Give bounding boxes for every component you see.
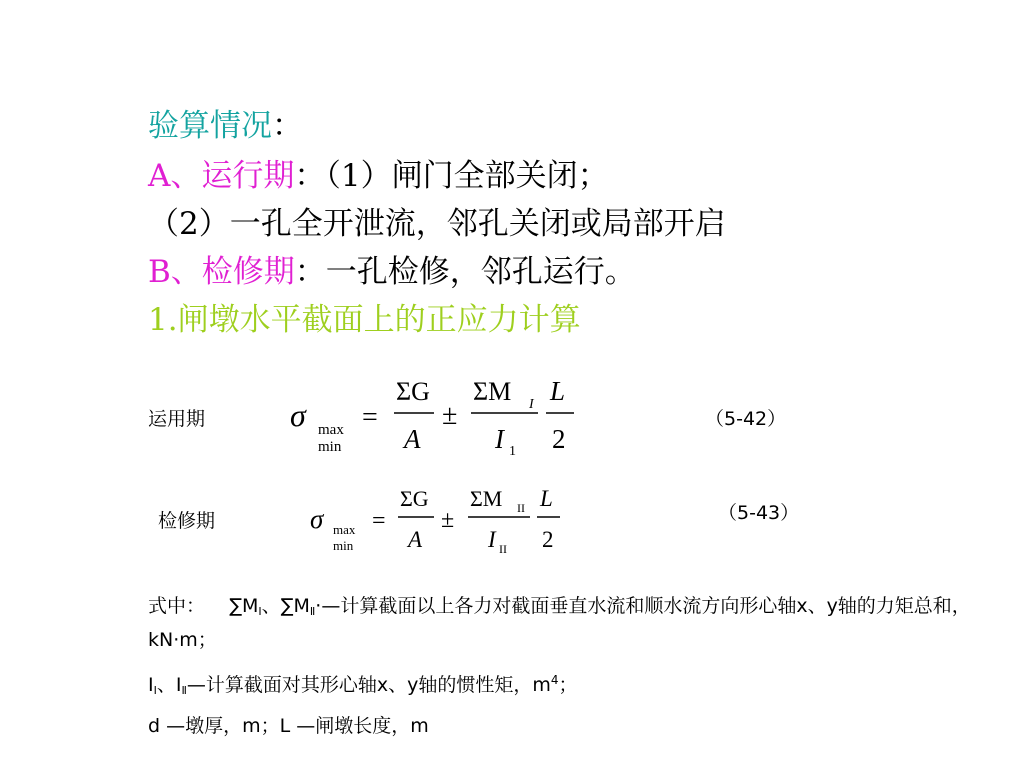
- fraction-3-numerator: L: [540, 486, 553, 511]
- inertia-subscript-1: Ⅰ: [153, 684, 157, 697]
- fraction-3-numerator: L: [550, 376, 566, 406]
- fraction-2-numerator-subscript: II: [517, 501, 525, 515]
- equation-1-formula: [288, 370, 588, 462]
- maintenance-period-text: ：一孔检修，邻孔运行。: [294, 254, 636, 290]
- section-heading-normal-stress: 1.闸墩水平截面上的正应力计算: [148, 302, 581, 338]
- fraction-1-denominator: A: [408, 527, 423, 552]
- fraction-1-numerator: ΣG: [396, 377, 430, 406]
- fraction-2-denominator-subscript: 1: [509, 444, 516, 459]
- line-maintenance-period: [148, 252, 636, 292]
- check-cases-colon: ：: [272, 108, 303, 144]
- equation-2-formula: [308, 480, 588, 564]
- moment-subscript-1: I: [258, 605, 262, 618]
- fraction-2-numerator: ΣM: [473, 377, 512, 406]
- moment-symbol-2: ∑M: [280, 595, 310, 617]
- fraction-1-numerator: ΣG: [400, 486, 429, 511]
- fraction-2-numerator: ΣM: [470, 486, 503, 511]
- fraction-2-denominator: I: [488, 527, 496, 552]
- fraction-3-denominator: 2: [542, 527, 554, 552]
- check-cases-title: 验算情况: [148, 108, 272, 144]
- separator: 、: [261, 595, 281, 617]
- operation-period-text: ：（1）闸门全部关闭；: [294, 158, 609, 194]
- min-subscript: min: [318, 439, 342, 455]
- equation-2-label: 检修期: [158, 510, 216, 532]
- equals-sign: =: [362, 402, 378, 433]
- plus-minus-sign: ±: [441, 507, 455, 533]
- fraction-1-denominator: A: [404, 424, 421, 454]
- heading-check-cases: [148, 106, 303, 146]
- plus-minus-sign: ±: [442, 400, 458, 431]
- moment-description: ·—计算截面以上各力对截面垂直水流和顺水流方向形心轴x、y轴的力矩总和，kN·m；: [148, 595, 971, 651]
- inertia-symbol-1: I: [148, 674, 154, 696]
- maintenance-period-label: B、检修期: [148, 254, 295, 290]
- note-moment-definition: [148, 592, 978, 654]
- sigma-symbol: σ: [290, 397, 306, 433]
- max-subscript: max: [333, 522, 356, 537]
- inertia-end: ；: [558, 674, 578, 696]
- note-prefix: 式中：: [148, 595, 206, 617]
- moment-symbol-1: ∑M: [229, 595, 259, 617]
- equation-1-number: （5-42）: [705, 408, 787, 430]
- min-subscript: min: [333, 538, 354, 553]
- equation-1-label: 运用期: [148, 408, 206, 430]
- inertia-description: —计算截面对其形心轴x、y轴的惯性矩，m: [186, 674, 551, 696]
- moment-subscript-2: Ⅱ: [309, 605, 316, 618]
- equals-sign: =: [372, 508, 386, 534]
- inertia-symbol-2: I: [175, 674, 182, 696]
- fraction-2-denominator-subscript: II: [499, 542, 507, 556]
- inertia-subscript-2: Ⅱ: [181, 684, 187, 697]
- equation-2-number: （5-43）: [718, 502, 800, 524]
- line-operation-case-2: （2）一孔全开泄流，邻孔关闭或局部开启: [148, 206, 726, 242]
- fraction-2-denominator: I: [495, 424, 504, 454]
- max-subscript: max: [318, 422, 344, 438]
- fraction-2-numerator-subscript: I: [529, 397, 534, 412]
- operation-period-label: A、运行期: [148, 158, 295, 194]
- unit-exponent: 4: [550, 673, 559, 687]
- sigma-symbol: σ: [310, 504, 324, 534]
- fraction-3-denominator: 2: [552, 424, 566, 454]
- separator: 、: [156, 674, 176, 696]
- note-thickness-length: d —墩厚，m；L —闸墩长度，m: [148, 715, 429, 737]
- line-operation-period: [148, 156, 609, 196]
- note-inertia-definition: [148, 666, 978, 705]
